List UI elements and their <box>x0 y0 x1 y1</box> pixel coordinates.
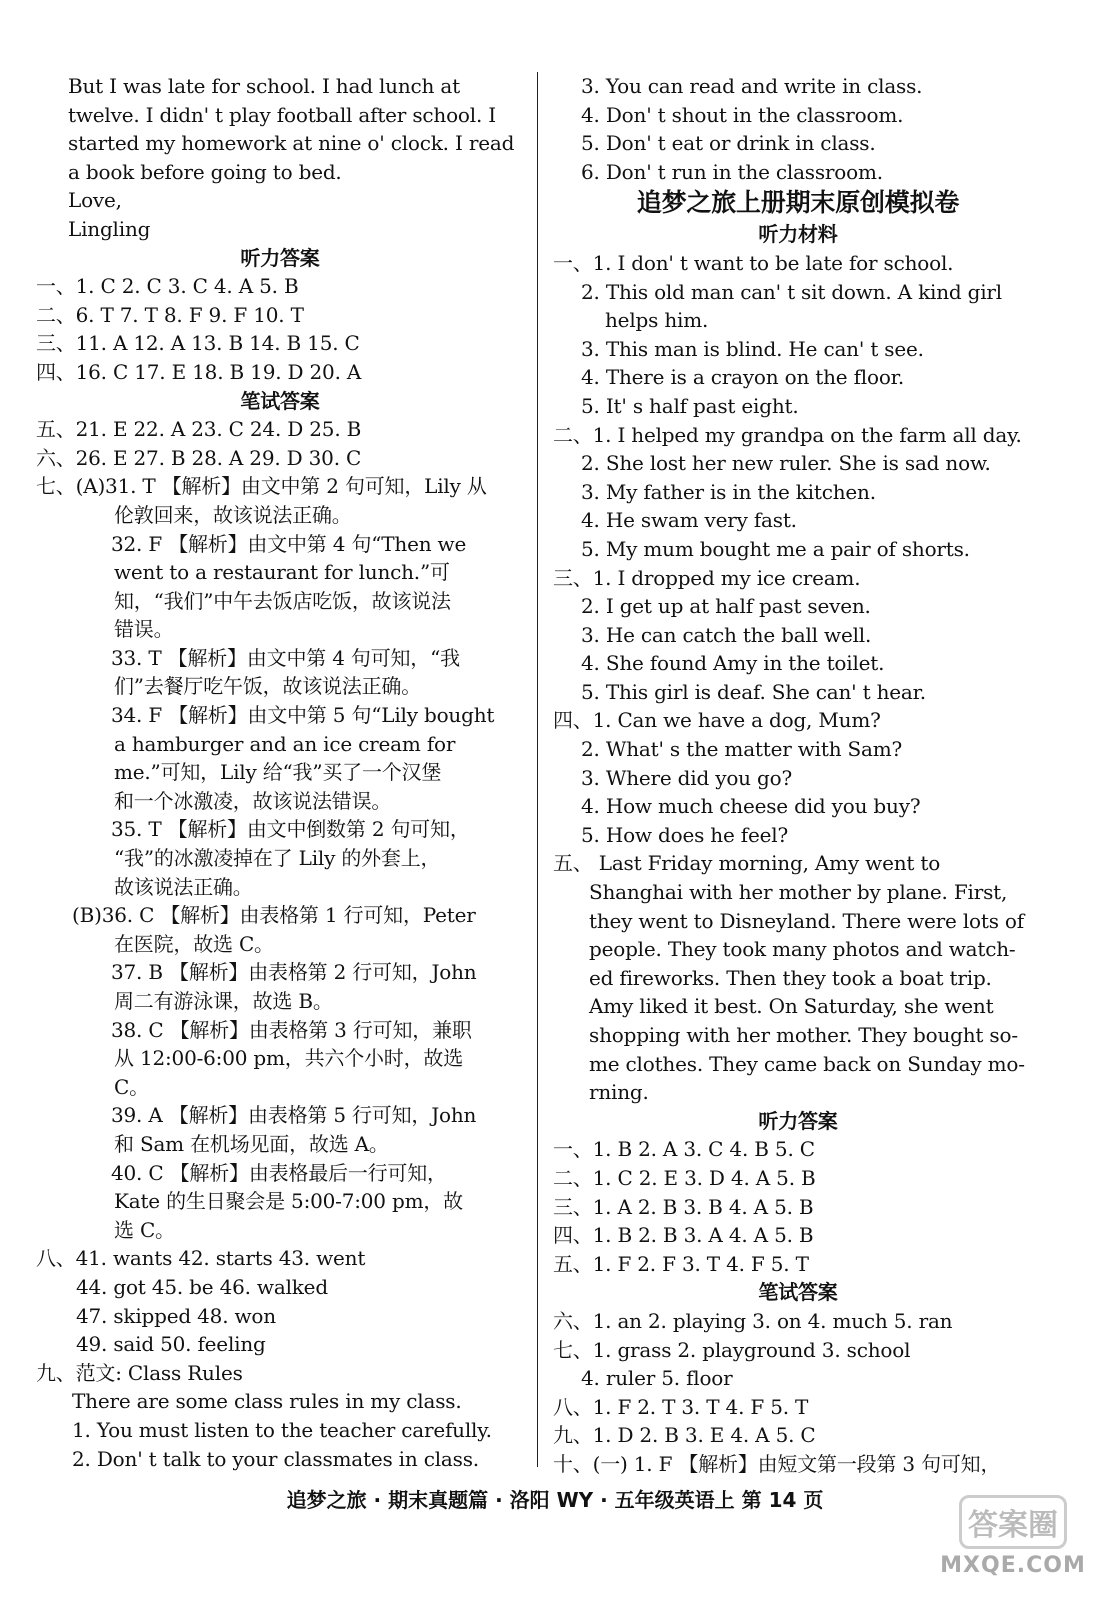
text-line: 二、6. T 7. T 8. F 9. F 10. T <box>36 302 304 327</box>
text-line: 5. My mum bought me a pair of shorts. <box>581 536 970 561</box>
text-line: (B)36. C 【解析】由表格第 1 行可知，Peter <box>72 903 476 928</box>
text-line: 一、1. I don' t want to be late for school. <box>553 250 954 275</box>
watermark-logo: 答案圈 <box>959 1495 1067 1549</box>
text-line: 2. This old man can' t sit down. A kind girl <box>581 279 1002 304</box>
text-line: started my homework at nine o' clock. I read <box>68 131 515 156</box>
text-line: 4. Don' t shout in the classroom. <box>581 102 904 127</box>
text-line: 49. said 50. feeling <box>76 1332 266 1357</box>
text-line: 35. T 【解析】由文中倒数第 2 句可知， <box>111 817 470 842</box>
text-line: 选 C。 <box>114 1217 175 1242</box>
watermark-url: MXQE.COM <box>940 1553 1086 1578</box>
text-line: 44. got 45. be 46. walked <box>76 1274 328 1299</box>
text-line: 二、1. C 2. E 3. D 4. A 5. B <box>553 1165 816 1190</box>
text-line: 八、41. wants 42. starts 43. went <box>36 1246 366 1271</box>
text-line: 六、1. an 2. playing 3. on 4. much 5. ran <box>553 1308 953 1333</box>
text-line: 和一个冰激凌，故该说法错误。 <box>114 788 392 813</box>
text-line: a book before going to bed. <box>68 159 342 184</box>
text-line: 四、1. Can we have a dog, Mum? <box>553 708 881 733</box>
text-line: 五、21. E 22. A 23. C 24. D 25. B <box>36 417 362 442</box>
text-line: 知，“我们”中午去饭店吃饭，故该说法 <box>114 588 451 613</box>
text-line: C。 <box>114 1074 149 1099</box>
text-line: ed fireworks. Then they took a boat trip. <box>589 965 992 990</box>
text-line: But I was late for school. I had lunch at <box>68 74 460 98</box>
text-line: 们”去餐厅吃午饭，故该说法正确。 <box>114 674 422 699</box>
text-line: 3. You can read and write in class. <box>581 74 923 98</box>
text-line: Kate 的生日聚会是 5:00-7:00 pm，故 <box>114 1189 463 1214</box>
text-line: 五、 Last Friday morning, Amy went to <box>553 851 941 876</box>
text-line: 三、1. I dropped my ice cream. <box>553 565 861 590</box>
section-heading: 听力答案 <box>240 245 320 270</box>
text-line: 32. F 【解析】由文中第 4 句“Then we <box>111 531 467 556</box>
text-line: 34. F 【解析】由文中第 5 句“Lily bought <box>111 703 495 728</box>
text-line: 37. B 【解析】由表格第 2 行可知，John <box>111 960 477 985</box>
text-line: 一、1. B 2. A 3. C 4. B 5. C <box>553 1137 815 1162</box>
text-line: 在医院，故选 C。 <box>114 931 274 956</box>
text-line: went to a restaurant for lunch.”可 <box>114 560 450 585</box>
text-line: 二、1. I helped my grandpa on the farm all day. <box>553 422 1022 447</box>
text-line: 周二有游泳课，故选 B。 <box>114 989 333 1013</box>
text-line: 47. skipped 48. won <box>76 1303 276 1328</box>
text-line: Shanghai with her mother by plane. First, <box>589 880 1008 905</box>
text-line: 2. She lost her new ruler. She is sad now. <box>581 451 991 476</box>
text-line: 4. She found Amy in the toilet. <box>581 651 885 676</box>
text-line: shopping with her mother. They bought so- <box>589 1023 1018 1047</box>
text-line: 40. C 【解析】由表格最后一行可知， <box>111 1160 447 1185</box>
section-heading: 听力答案 <box>758 1108 838 1133</box>
text-line: 39. A 【解析】由表格第 5 行可知，John <box>111 1103 477 1128</box>
text-line: 四、16. C 17. E 18. B 19. D 20. A <box>36 359 362 384</box>
text-line: 1. You must listen to the teacher carefully. <box>72 1417 492 1442</box>
text-line: 4. ruler 5. floor <box>581 1366 733 1391</box>
text-line: 2. What' s the matter with Sam? <box>581 737 903 762</box>
text-line: me clothes. They came back on Sunday mo- <box>589 1051 1025 1076</box>
text-line: 33. T 【解析】由文中第 4 句可知，“我 <box>111 645 460 670</box>
text-line: 七、1. grass 2. playground 3. school <box>553 1337 911 1362</box>
watermark <box>938 1495 1088 1578</box>
text-line: 七、(A)31. T 【解析】由文中第 2 句可知，Lily 从 <box>36 474 487 499</box>
text-line: Lingling <box>68 216 151 241</box>
text-line: There are some class rules in my class. <box>72 1389 462 1414</box>
right-column <box>553 72 1043 1479</box>
text-line: 八、1. F 2. T 3. T 4. F 5. T <box>553 1394 809 1419</box>
text-line: 2. Don' t talk to your classmates in class. <box>72 1446 479 1471</box>
text-line: 5. Don' t eat or drink in class. <box>581 131 876 156</box>
text-line: 九、范文: Class Rules <box>36 1360 243 1385</box>
text-line: Amy liked it best. On Saturday, she went <box>589 994 994 1019</box>
text-line: Love, <box>68 188 122 213</box>
text-line: 九、1. D 2. B 3. E 4. A 5. C <box>553 1423 816 1448</box>
text-line: 五、1. F 2. F 3. T 4. F 5. T <box>553 1251 809 1276</box>
text-line: 错误。 <box>114 617 174 642</box>
text-line: a hamburger and an ice cream for <box>114 731 456 756</box>
text-line: “我”的冰激凌掉在了 Lily 的外套上， <box>114 846 441 871</box>
text-line: 故该说法正确。 <box>114 874 253 899</box>
text-line: 2. I get up at half past seven. <box>581 594 871 619</box>
text-line: 伦敦回来，故该说法正确。 <box>114 502 352 527</box>
section-heading: 笔试答案 <box>758 1280 838 1305</box>
section-heading: 听力材料 <box>758 222 838 247</box>
text-line: 5. How does he feel? <box>581 822 788 847</box>
left-column <box>36 72 524 1473</box>
text-line: people. They took many photos and watch- <box>589 937 1016 962</box>
text-line: rning. <box>589 1080 649 1105</box>
text-line: 5. This girl is deaf. She can' t hear. <box>581 679 926 704</box>
text-line: helps him. <box>605 308 709 333</box>
text-line: 4. He swam very fast. <box>581 508 797 533</box>
text-line: 6. Don' t run in the classroom. <box>581 159 883 184</box>
text-line: 六、26. E 27. B 28. A 29. D 30. C <box>36 445 362 470</box>
text-line: 四、1. B 2. B 3. A 4. A 5. B <box>553 1223 814 1248</box>
text-line: they went to Disneyland. There were lots of <box>589 908 1024 933</box>
text-line: 3. My father is in the kitchen. <box>581 479 876 504</box>
text-line: 三、11. A 12. A 13. B 14. B 15. C <box>36 331 360 356</box>
text-line: 三、1. A 2. B 3. B 4. A 5. B <box>553 1194 814 1219</box>
text-line: 3. This man is blind. He can' t see. <box>581 336 924 361</box>
section-heading: 笔试答案 <box>240 388 320 413</box>
section-title: 追梦之旅上册期末原创模拟卷 <box>636 188 960 218</box>
text-line: 38. C 【解析】由表格第 3 行可知，兼职 <box>111 1017 472 1042</box>
page-footer: 追梦之旅 · 期末真题篇 · 洛阳 WY · 五年级英语上 第 14 页 <box>286 1488 824 1512</box>
text-line: twelve. I didn' t play football after school. I <box>68 102 496 127</box>
text-line: 4. How much cheese did you buy? <box>581 794 921 819</box>
text-line: 十、(一) 1. F 【解析】由短文第一段第 3 句可知， <box>553 1451 1001 1476</box>
text-line: 从 12:00-6:00 pm，共六个小时，故选 <box>114 1046 463 1071</box>
text-line: 4. There is a crayon on the floor. <box>581 365 905 390</box>
text-line: 3. Where did you go? <box>581 765 792 790</box>
column-divider <box>537 72 538 1467</box>
text-line: 3. He can catch the ball well. <box>581 622 872 647</box>
text-line: me.”可知，Lily 给“我”买了一个汉堡 <box>114 760 442 785</box>
text-line: 5. It' s half past eight. <box>581 393 799 418</box>
text-line: 和 Sam 在机场见面，故选 A。 <box>114 1131 389 1156</box>
text-line: 一、1. C 2. C 3. C 4. A 5. B <box>36 274 299 299</box>
